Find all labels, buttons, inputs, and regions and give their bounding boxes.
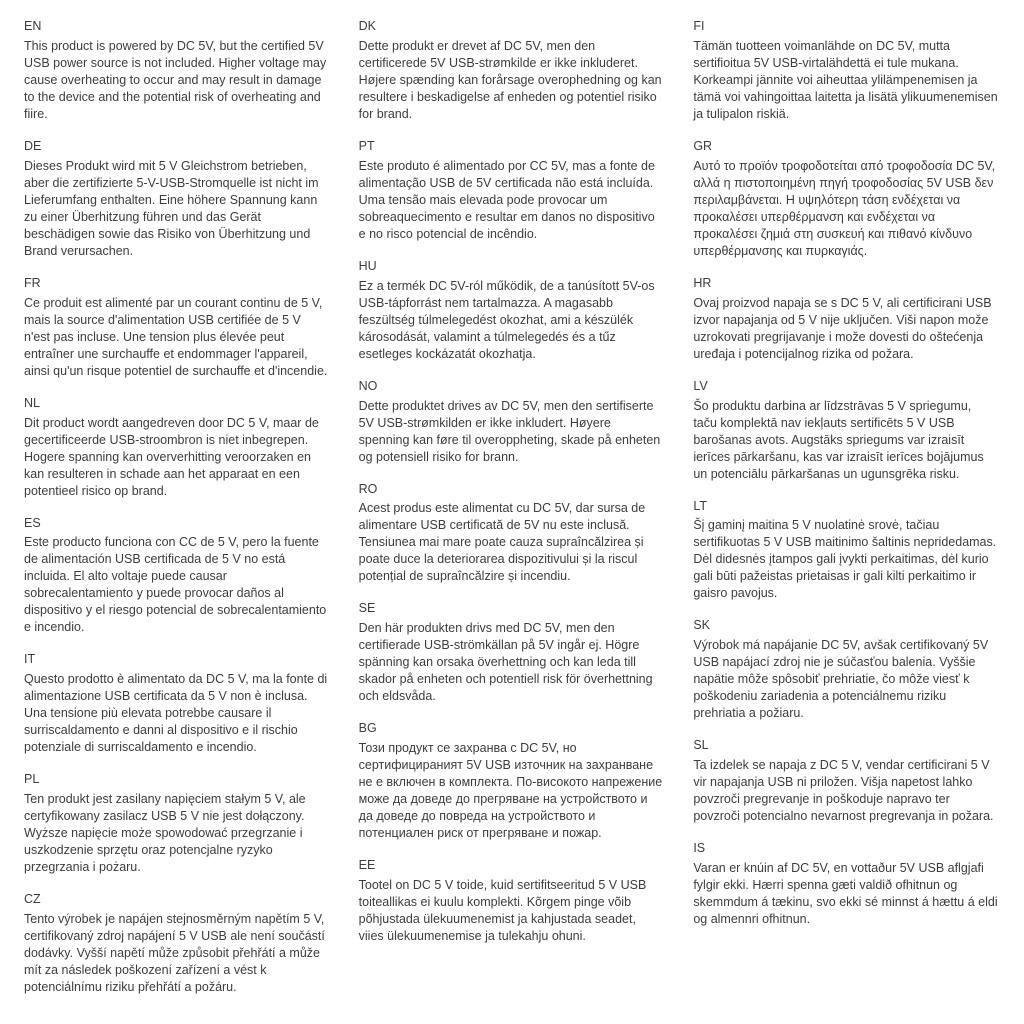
language-text: Tento výrobek je napájen stejnosměrným napětím 5 V, certifikovaný zdroj napájení 5 V USB ale není součástí dodávky. Vyšší napětí může způsobit přehřátí a může mít za následek poškození zařízení a vést k potenciálnímu riziku přehřátí a požáru. — [24, 912, 325, 994]
language-code: BG — [358, 721, 377, 736]
language-text: Este producto funciona con CC de 5 V, pero la fuente de alimentación USB certificada de 5 V no está incluida. El alto voltaje puede causar sobrecalentamiento y puede provocar daños al dispositivo y el riesgo potencial de sobrecalentamiento e incendio. — [24, 535, 327, 635]
language-code: EN — [24, 19, 42, 33]
language-code: NO — [358, 378, 378, 393]
language-code: LT — [693, 498, 707, 513]
language-text: Dette produktet drives av DC 5V, men den sertifiserte 5V USB-strømkilden er ikke inkludert. Høyere spenning kan føre til overoppheting, skade på enheten og potensiell risiko for brann. — [358, 398, 661, 464]
language-text: Ten produkt jest zasilany napięciem stałym 5 V, ale certyfikowany zasilacz USB 5 V nie jest dołączony. Wyższe napięcie może spowodować przegrzanie i uszkodzenie sprzętu oraz potencjalne ryzyko przegrzania i pożaru. — [24, 792, 306, 875]
language-section — [359, 378, 664, 466]
language-code: LV — [693, 378, 708, 393]
language-text: Acest produs este alimentat cu DC 5V, dar sursa de alimentare USB certificată de 5V nu este inclusă. Tensiunea mai mare poate cauza supraîncălzirea și poate duce la deteriorarea dispozitivului și la riscul potențial de supraîncălzire și incendiu. — [358, 501, 646, 584]
language-code: FR — [24, 275, 41, 290]
language-text: Tämän tuotteen voimanlähde on DC 5V, mutta sertifioitua 5V USB-virtalähdettä ei tule mukana. Korkeampi jännite voi aiheuttaa ylilämpenemisen ja tämä voi vahingoittaa laitetta ja lisätä ylikuumenemisen ja tulipalon riskiä. — [693, 38, 998, 121]
language-section — [359, 138, 664, 243]
language-text: Dieses Produkt wird mit 5 V Gleichstrom betrieben, aber die zertifizierte 5-V-USB-Stromquelle ist nicht im Lieferumfang enthalten. Eine höhere Spannung kann zu einer Überhitzung führen und das Gerät beschädigen sowie das Risiko von Überhitzung und Brand verursachen. — [24, 158, 319, 258]
column-right — [693, 18, 998, 943]
language-code: ES — [24, 515, 41, 530]
language-text: Ce produit est alimenté par un courant continu de 5 V, mais la source d'alimentation USB certifiée de 5 V n'est pas incluse. Une tension plus élevée peut entraîner une surchauffe et endommager l'appareil, ainsi qu'un risque potentiel de surchauffe et d'incendie. — [24, 295, 328, 378]
language-text: Αυτό το προϊόν τροφοδοτείται από τροφοδοσία DC 5V, αλλά η πιστοποιημένη πηγή τροφοδοσίας 5V USB δεν περιλαμβάνεται. Η υψηλότερη τάση ενδέχεται να προκαλέσει υπερθέρμανση και ενδέχεται να προκαλέσει ζημιά στη συσκευή και πιθανό κίνδυνο υπερθέρμανσης και πυρκαγιάς. — [693, 158, 996, 258]
language-code: IS — [693, 841, 706, 856]
language-section — [359, 600, 664, 705]
language-code: DE — [24, 138, 42, 153]
language-text: Varan er knúin af DC 5V, en vottaður 5V USB aflgjafi fylgir ekki. Hærri spenna gæti valdið ofhitnun og skemmdum á tækinu, svo ekki sé minnst á hættu á eldi og almennri ofhitnun. — [693, 861, 998, 926]
language-code: GR — [693, 138, 713, 153]
language-text: Ovaj proizvod napaja se s DC 5 V, ali certificirani USB izvor napajanja od 5 V nije uključen. Viši napon može uzrokovati pregrijavanje i može dovesti do oštećenja uređaja i potencijalnog rizika od požara. — [693, 295, 992, 361]
language-text: Questo prodotto è alimentato da DC 5 V, ma la fonte di alimentazione USB certificata da 5 V non è inclusa. Una tensione più elevata potrebbe causare il surriscaldamento e danni al dispositivo e il rischio potenziale di surriscaldamento e incendio. — [24, 672, 328, 755]
language-code: PL — [24, 772, 40, 787]
language-section — [693, 378, 998, 483]
language-code: EE — [358, 858, 376, 873]
language-text: This product is powered by DC 5V, but the certified 5V USB power source is not included. Higher voltage may cause overheating to occur and may result in damage to the device and the potential risk of overheating and fiire. — [24, 38, 327, 121]
language-section — [24, 138, 329, 260]
language-section — [24, 275, 329, 380]
column-left — [24, 18, 329, 1011]
language-text: Ta izdelek se napaja z DC 5 V, vendar certificirani 5 V vir napajanja USB ni priložen. Višja napetost lahko povzroči pregrevanje in poškoduje napravo ter povzroči potencialno nevarnost pregrevanja in požara. — [693, 758, 994, 824]
language-text: Dit product wordt aangedreven door DC 5 V, maar de gecertificeerde USB-stroombron is niet inbegrepen. Hogere spanning kan oververhitting veroorzaken en kan resulteren in schade aan het apparaat en een potentieel risico op brand. — [24, 415, 319, 498]
language-section — [693, 737, 998, 825]
language-section — [693, 498, 998, 603]
language-text: Este produto é alimentado por CC 5V, mas a fonte de alimentação USB de 5V certificada não está incluída. Uma tensão mais elevada pode provocar um sobreaquecimento e resultar em danos no dispositivo e no risco potencial de incêndio. — [358, 158, 655, 241]
language-code: CZ — [24, 892, 41, 907]
language-text: Ez a termék DC 5V-ról működik, de a tanúsított 5V-os USB-tápforrást nem tartalmazza. A magasabb feszültség túlmelegedést okozhat, ami a készülék károsodását, valamint a túlmelegedés és a tűz esetleges kockázatát okozhatja. — [358, 278, 655, 361]
language-text: Tootel on DC 5 V toide, kuid sertifitseeritud 5 V USB toiteallikas ei kuulu komplekti. Kõrgem pinge võib põhjustada ülekuumenemist ja kahjustada seadet, viies ülekuumenemise ja tulekahju ohuni. — [358, 878, 647, 943]
language-code: HR — [693, 275, 712, 290]
language-section — [693, 840, 998, 928]
language-text: Този продукт се захранва с DC 5V, но сертифицираният 5V USB източник на захранване не е включен в комплекта. По-високото напрежение може да доведе до прегряване на устройството и да доведе до повреда на устройството и потенциален риск от прегряване и пожар. — [358, 741, 663, 841]
language-text: Výrobok má napájanie DC 5V, avšak certifikovaný 5V USB napájací zdroj nie je súčasťou balenia. Vyššie napätie môže spôsobiť prehriatie, čo môže viesť k poškodeniu zariadenia a potenciálnemu riziku prehriatia a požiaru. — [693, 638, 989, 721]
language-section — [359, 857, 664, 945]
language-section — [24, 395, 329, 500]
language-section — [693, 138, 998, 260]
language-code: PT — [358, 138, 375, 153]
language-text: Den här produkten drivs med DC 5V, men den certifierade USB-strömkällan på 5V ingår ej. Högre spänning kan orsaka överhettning och kan leda till skador på enheten och potentiell risk för överhettning och eldsvåda. — [358, 621, 653, 704]
language-code: SE — [358, 601, 376, 616]
language-section — [359, 481, 664, 586]
language-code: SK — [693, 618, 711, 633]
column-middle — [359, 18, 664, 960]
language-section — [24, 771, 329, 876]
language-code: HU — [358, 258, 377, 273]
language-section — [693, 617, 998, 722]
language-code: RO — [358, 481, 378, 496]
language-section — [693, 275, 998, 363]
language-section — [693, 18, 998, 123]
language-section — [359, 720, 664, 842]
language-section — [359, 258, 664, 363]
language-code: NL — [24, 395, 40, 410]
language-text: Šo produktu darbina ar līdzstrāvas 5 V spriegumu, taču komplektā nav iekļauts sertificēts 5 V USB barošanas avots. Augstāks spriegums var izraisīt ierīces pārkaršanu, kas var izraisīt ierīces bojājumus un potenciālu pārkaršanas un ugunsgrēka risku. — [693, 398, 984, 481]
language-code: IT — [24, 652, 36, 667]
language-text: Dette produkt er drevet af DC 5V, men den certificerede 5V USB-strømkilde er ikke inkluderet. Højere spænding kan forårsage overophedning og kan resultere i beskadigelse af enheden og potentiel risiko for brand. — [358, 38, 662, 121]
language-section — [359, 18, 664, 123]
language-code: SL — [693, 738, 709, 753]
language-text: Šį gaminį maitina 5 V nuolatinė srovė, tačiau sertifikuotas 5 V USB maitinimo šaltinis nepridedamas. Dėl didesnės įtampos gali įvykti perkaitimas, dėl kurio gali būti pažeistas prietaisas ir gali kilti perkaitimo ir gaisro pavojus. — [693, 518, 997, 601]
language-section — [24, 651, 329, 756]
language-code: DK — [358, 19, 377, 33]
language-code: FI — [693, 19, 705, 33]
language-section — [24, 891, 329, 996]
language-section — [24, 515, 329, 637]
language-section — [24, 18, 329, 123]
